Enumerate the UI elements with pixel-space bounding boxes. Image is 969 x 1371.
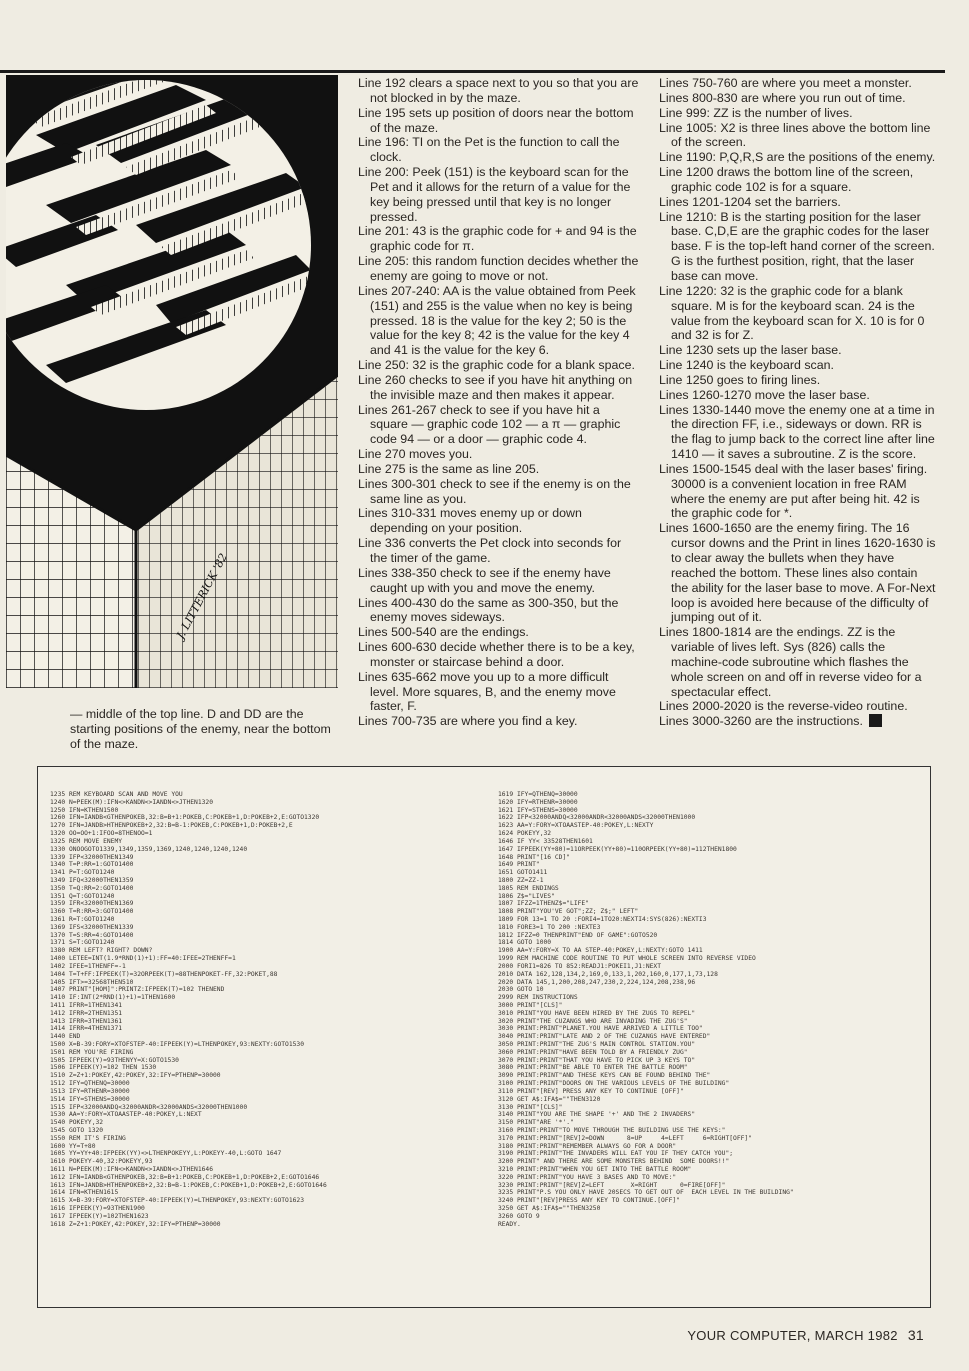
code-line: 1810 FORE3=1 TO 200 :NEXTE3 bbox=[498, 923, 601, 931]
code-line: 3030 PRINT:PRINT"PLANET.YOU HAVE ARRIVED A LITTLE TOO" bbox=[498, 1025, 703, 1033]
notes-column-middle bbox=[358, 76, 640, 729]
code-line: 1512 IFY=QTHENQ=30000 bbox=[50, 1080, 130, 1088]
code-line: 1500 X=B-39:FORY=XTOFSTEP-40:IFPEEK(Y)=LTHENPOKEY,93:NEXTY:GOTO1530 bbox=[50, 1041, 305, 1048]
code-line: 1440 END bbox=[50, 1033, 81, 1041]
code-line: 1407 PRINT"[HOM]":PRINTZ:IFPEEK(T)=102 THENEND bbox=[50, 986, 225, 994]
illustration-signature: J. LITTERICK '82 bbox=[174, 551, 231, 642]
code-line: 3050 PRINT:PRINT"THE ZUG'S MAIN CONTROL STATION.YOU" bbox=[498, 1041, 696, 1048]
code-line: 1814 GOTO 1000 bbox=[498, 939, 552, 947]
program-listing bbox=[37, 766, 931, 1308]
note-paragraph: Lines 635-662 move you up to a more difficult level. More squares, B, and the enemy move faster, F. bbox=[358, 669, 616, 714]
code-line: 1410 IF:INT(2*RND(1)+1)=1THEN1600 bbox=[50, 994, 176, 1002]
code-line: 1618 Z=Z+1:POKEY,42:POKEY,32:IFY=PTHENP=30000 bbox=[50, 1220, 221, 1228]
code-line: 1800 ZZ=ZZ-1 bbox=[498, 876, 544, 884]
code-line: 3240 PRINT"[REV]PRESS ANY KEY TO CONTINUE.[OFF]" bbox=[498, 1197, 680, 1205]
code-line: 3100 PRINT:PRINT"DOORS ON THE VARIOUS LEVELS OF THE BUILDING" bbox=[498, 1080, 730, 1088]
code-line: 1370 T=S:RR=4:GOTO1400 bbox=[50, 931, 134, 939]
code-line: 3200 PRINT" AND THERE ARE SOME MONSTERS BEHIND SOME DOORS!!" bbox=[498, 1158, 730, 1166]
code-line: 1260 IFN=IANDB<GTHENPOKEB,32:B=B+1:POKEB,C:POKEB+1,D:POKEB+2,E:GOTO1320 bbox=[50, 814, 320, 822]
code-line: 1505 IFPEEK(Y)=93THENYY=X:GOTO1530 bbox=[50, 1056, 179, 1064]
code-line: 1339 IFP<32000THEN1349 bbox=[50, 853, 134, 861]
code-line: 1809 FOR 13=1 TO 20 :FORI4=1TO20:NEXTI4:SYS(826):NEXTI3 bbox=[498, 916, 707, 923]
note-paragraph: Line 1230 sets up the laser base. bbox=[659, 343, 842, 358]
code-line: 1605 YY=YY+40:IFPEEK(YY)<>LTHENPOKEYY,L:POKEYY-40,L:GOTO 1647 bbox=[50, 1150, 282, 1158]
note-paragraph: Line 260 checks to see if you have hit anything on the invisible maze and then makes it appear. bbox=[358, 372, 633, 402]
code-line: 1616 IFPEEK(Y)=93THEN1900 bbox=[50, 1205, 145, 1213]
code-line: 1341 P=T:GOTO1240 bbox=[50, 869, 115, 877]
code-line: 1646 IF YY< 33528THEN1601 bbox=[498, 837, 593, 845]
code-line: 1250 IFN=KTHEN1500 bbox=[50, 806, 119, 814]
note-paragraph: Lines 261-267 check to see if you have hit a square — graphic code 102 — a π — graphic code 94 — or a door — graphic code 4. bbox=[358, 402, 621, 447]
code-line: 1405 IFT>=32568THEN510 bbox=[50, 978, 134, 986]
code-line: 1620 IFY=RTHENR=30000 bbox=[498, 798, 578, 806]
code-line: 1510 Z=Z+1:POKEY,42:POKEY,32:IFY=PTHENP=30000 bbox=[50, 1072, 221, 1080]
note-paragraph: Line 270 moves you. bbox=[358, 447, 473, 462]
code-line: 3140 PRINT"YOU ARE THE SHAPE '+' AND THE 2 INVADERS" bbox=[498, 1111, 696, 1119]
code-line: 3230 PRINT:PRINT"[REV]Z=LEFT X=RIGHT 0=FIRE[OFF]" bbox=[498, 1181, 726, 1189]
code-line: 1611 N=PEEK(M):IFN<>KANDN<>IANDN<>JTHEN1646 bbox=[50, 1166, 214, 1173]
notes-column-right bbox=[659, 76, 938, 729]
code-line: 1325 REM MOVE ENEMY bbox=[50, 837, 123, 845]
note-paragraph: Lines 1330-1440 move the enemy one at a time in the direction FF, i.e., sideways or down. RR is the flag to jump back to the correct line after line 1410 — it saves a subroutine. Z is the score. bbox=[659, 402, 935, 462]
code-line: 1349 IFQ<32000THEN1359 bbox=[50, 876, 134, 884]
code-line: 2999 REM INSTRUCTIONS bbox=[498, 994, 578, 1002]
code-line: 1806 Z$="LIVES" bbox=[498, 892, 555, 900]
code-line: 1805 REM ENDINGS bbox=[498, 884, 559, 892]
code-line: 3170 PRINT:PRINT"[REV]2=DOWN 8=UP 4=LEFT 6=RIGHT[OFF]" bbox=[498, 1134, 753, 1142]
code-line: 3160 PRINT:PRINT"TO MOVE THROUGH THE BUILDING USE THE KEYS:" bbox=[498, 1126, 726, 1134]
note-paragraph: Lines 1201-1204 set the barriers. bbox=[659, 194, 841, 209]
code-line: 3235 PRINT"P.S YOU ONLY HAVE 20SECS TO GET OUT OF EACH LEVEL IN THE BUILDING" bbox=[498, 1189, 794, 1197]
code-line: 1506 IFPEEK(Y)=102 THEN 1530 bbox=[50, 1064, 157, 1072]
code-line: 3260 GOTO 9 bbox=[498, 1212, 540, 1220]
note-paragraph: Line 1210: B is the starting position for the laser base. C,D,E are the graphic codes for the laser base. F is the top-left hand corner of the screen. G is the furthest position, right, that the laser base can move. bbox=[659, 209, 935, 283]
code-line: 1545 GOTO 1320 bbox=[50, 1126, 104, 1134]
code-line: 3000 PRINT"[CLS]" bbox=[498, 1001, 563, 1009]
code-line: 1371 S=T:GOTO1240 bbox=[50, 939, 115, 947]
listing-column-right bbox=[498, 791, 794, 1229]
code-line: 1501 REM YOU'RE FIRING bbox=[50, 1048, 134, 1056]
note-paragraph: Line 336 converts the Pet clock into seconds for the timer of the game. bbox=[358, 536, 622, 565]
code-line: 3010 PRINT"YOU HAVE BEEN HIRED BY THE ZUGS TO REPEL" bbox=[498, 1009, 696, 1017]
note-paragraph: Lines 700-735 are where you find a key. bbox=[358, 714, 578, 729]
note-paragraph: Lines 310-331 moves enemy up or down depending on your position. bbox=[358, 506, 582, 536]
note-paragraph: Line 999: ZZ is the number of lives. bbox=[659, 105, 853, 120]
code-line: 1615 X=B-39:FORY=XTOFSTEP-40:IFPEEK(Y)=LTHENPOKEY,93:NEXTY:GOTO1623 bbox=[50, 1197, 305, 1205]
note-paragraph: Line 192 clears a space next to you so that you are not blocked in by the maze. bbox=[358, 76, 639, 105]
code-line: 3130 PRINT"[CLS]" bbox=[498, 1103, 563, 1111]
code-line: 1351 Q=T:GOTO1240 bbox=[50, 892, 115, 900]
note-paragraph: Lines 300-301 check to see if the enemy is on the same line as you. bbox=[358, 476, 631, 506]
note-paragraph: Lines 1800-1814 are the endings. ZZ is the variable of lives left. Sys (826) calls the machine-code subroutine which flashes the whole screen on and off in reverse video for a spectacular effect. bbox=[659, 625, 922, 699]
note-paragraph: Line 200: Peek (151) is the keyboard scan for the Pet and it allows for the return of a value for the key being pressed until that key is no longer pressed. bbox=[358, 165, 631, 224]
note-paragraph: Lines 2000-2020 is the reverse-video routine. bbox=[659, 699, 908, 714]
end-of-article-mark bbox=[869, 714, 882, 727]
code-line: 1600 YY=T+80 bbox=[50, 1142, 96, 1150]
note-paragraph: Line 201: 43 is the graphic code for + and 94 is the graphic code for π. bbox=[358, 224, 637, 254]
code-line: 1999 REM MACHINE CODE ROUTINE TO PUT WHOLE SCREEN INTO REVERSE VIDEO bbox=[498, 955, 756, 963]
code-line: 1617 IFPEEK(Y)=102THEN1623 bbox=[50, 1212, 149, 1220]
note-paragraph: Line 196: TI on the Pet is the function to call the clock. bbox=[358, 135, 620, 165]
code-line: 1235 REM KEYBOARD SCAN AND MOVE YOU bbox=[50, 791, 183, 798]
code-line: 3220 PRINT:PRINT"YOU HAVE 3 BASES AND TO MOVE:" bbox=[498, 1173, 677, 1181]
note-paragraph: Lines 600-630 decide whether there is to be a key, monster or staircase behind a door. bbox=[358, 640, 635, 669]
code-line: 1400 LETEE=INT(1.9*RND(1)+1):FF=40:IFEE=2THENFF=1 bbox=[50, 955, 236, 963]
code-line: 1610 POKEYY-40,32:POKEYY,93 bbox=[50, 1158, 153, 1166]
code-line: 1513 IFY=RTHENR=30000 bbox=[50, 1087, 130, 1095]
note-paragraph: Lines 1600-1650 are the enemy firing. The 16 cursor downs and the Print in lines 1620-1630 is to clear away the bullets when they have reached the bottom. These lines also contain the ability for the laser base to move. A For-Next loop is avoided here because of the difficulty of jumping out of it. bbox=[659, 521, 936, 625]
code-line: 1404 T=T+FF:IFPEEK(T)=32ORPEEK(T)=88THENPOKET-FF,32:POKET,88 bbox=[50, 970, 278, 978]
code-line: 1240 N=PEEK(M):IFN<>KANDN<>IANDN<>JTHEN1320 bbox=[50, 798, 214, 806]
note-paragraph: Lines 750-760 are where you meet a monster. bbox=[659, 76, 912, 90]
code-line: 1413 IFRR=3THEN1361 bbox=[50, 1017, 123, 1025]
maze-illustration bbox=[6, 75, 338, 688]
code-line: 1651 GOTO1411 bbox=[498, 869, 548, 877]
code-line: 3090 PRINT:PRINT"AND THESE KEYS CAN BE FOUND BEHIND THE" bbox=[498, 1072, 711, 1080]
code-line: 1360 T=R:RR=3:GOTO1400 bbox=[50, 908, 134, 916]
note-paragraph: Lines 207-240: AA is the value obtained from Peek (151) and 255 is the value when no key is being pressed. 18 is the value for the key 2; 50 is the value for the key 8; 42 is the value for the key 4 and 41 is the value for the key 6. bbox=[358, 283, 636, 358]
magazine-issue: YOUR COMPUTER, MARCH 1982 bbox=[687, 1328, 898, 1343]
code-line: 3210 PRINT:PRINT"WHEN YOU GET INTO THE BATTLE ROOM" bbox=[498, 1166, 692, 1173]
note-paragraph: Lines 500-540 are the endings. bbox=[358, 625, 529, 640]
note-paragraph: Line 1240 is the keyboard scan. bbox=[659, 358, 834, 373]
code-line: 3080 PRINT:PRINT"BE ABLE TO ENTER THE BATTLE ROOM" bbox=[498, 1064, 688, 1072]
code-line: 1380 REM LEFT? RIGHT? DOWN? bbox=[50, 947, 153, 955]
code-line: 3070 PRINT:PRINT"THAT YOU HAVE TO PICK UP 3 KEYS TO" bbox=[498, 1056, 696, 1064]
code-line: 1550 REM IT'S FIRING bbox=[50, 1134, 126, 1142]
code-line: 2010 DATA 162,128,134,2,169,0,133,1,202,160,0,177,1,73,128 bbox=[498, 970, 718, 978]
code-line: 3190 PRINT:PRINT"THE INVADERS WILL EAT YOU IF THEY CATCH YOU"; bbox=[498, 1150, 734, 1158]
code-line: 2000 FORI1=826 TO 852:READJ1:POKEI1,J1:NEXT bbox=[498, 962, 662, 970]
code-line: 3020 PRINT"THE CUZANGS WHO ARE INVADING THE ZUG'S" bbox=[498, 1017, 688, 1025]
code-line: 1414 IFRR=4THEN1371 bbox=[50, 1025, 123, 1033]
note-paragraph: Line 1220: 32 is the graphic code for a blank square. M is for the keyboard scan. 24 is the value from the keyboard scan for X. 10 is for 0 and 32 is for Z. bbox=[659, 283, 925, 343]
code-line: 1530 AA=Y:FORY=XTOAASTEP-40:POKEY,L:NEXT bbox=[50, 1111, 202, 1119]
code-line: 2020 DATA 145,1,200,208,247,230,2,224,124,208,238,96 bbox=[498, 978, 696, 986]
code-line: 1350 T=Q:RR=2:GOTO1400 bbox=[50, 884, 134, 892]
code-line: 1613 IFN=JANDB>HTHENPOKEB+2,32:B=B-1:POKEB,C:POKEB+1,D:POKEB+2,E:GOTO1646 bbox=[50, 1181, 327, 1189]
code-line: 3250 GET A$:IFA$=""THEN3250 bbox=[498, 1205, 601, 1213]
note-paragraph: Line 1005: X2 is three lines above the bottom line of the screen. bbox=[659, 120, 931, 150]
note-paragraph: Lines 800-830 are where you run out of time. bbox=[659, 90, 906, 105]
code-line: READY. bbox=[498, 1220, 521, 1228]
note-paragraph: Lines 338-350 check to see if the enemy have caught up with you and move the enemy. bbox=[358, 565, 611, 595]
code-line: 1621 IFY=STHENS=30000 bbox=[498, 806, 578, 814]
code-line: 1340 T=P:RR=1:GOTO1400 bbox=[50, 861, 134, 869]
code-line: 1900 AA=Y:FORY=X TO AA STEP-40:POKEY,L:NEXTY:GOTO 1411 bbox=[498, 947, 703, 955]
code-line: 1624 POKEYY,32 bbox=[498, 830, 552, 838]
code-line: 3120 GET A$:IFA$=""THEN3120 bbox=[498, 1095, 601, 1103]
note-paragraph: Line 275 is the same as line 205. bbox=[358, 461, 540, 476]
code-line: 1648 PRINT"[16 CD]" bbox=[498, 853, 571, 861]
code-line: 1623 AA=Y:FORY=XTOAASTEP-40:POKEY,L:NEXTY bbox=[498, 822, 654, 830]
page-footer bbox=[687, 1327, 924, 1343]
code-line: 1514 IFY=STHENS=30000 bbox=[50, 1095, 130, 1103]
code-line: 1361 R=T:GOTO1240 bbox=[50, 916, 115, 923]
code-line: 3040 PRINT:PRINT"LATE AND 2 OF THE CUZANGS HAVE ENTERED" bbox=[498, 1033, 711, 1041]
code-line: 1412 IFRR=2THEN1351 bbox=[50, 1009, 123, 1017]
code-line: 3110 PRINT"[REV] PRESS ANY KEY TO CONTINUE [OFF]" bbox=[498, 1087, 684, 1095]
note-paragraph: Line 1200 draws the bottom line of the screen, graphic code 102 is for a square. bbox=[659, 165, 914, 194]
illustration-caption: — middle of the top line. D and DD are the starting positions of the enemy, near the bottom of the maze. bbox=[70, 707, 331, 751]
code-line: 2030 GOTO 10 bbox=[498, 986, 544, 994]
code-line: 1622 IFP<32000ANDQ<32000ANDR<32000ANDS<32000THEN1000 bbox=[498, 814, 696, 822]
code-line: 3180 PRINT:PRINT"REMEMBER ALWAYS GO FOR A DOOR" bbox=[498, 1142, 677, 1150]
code-line: 1807 IFZZ=1THENZ$="LIFE" bbox=[498, 900, 589, 908]
code-line: 1614 IFN=KTHEN1615 bbox=[50, 1189, 119, 1197]
note-paragraph: Lines 400-430 do the same as 300-350, but the enemy moves sideways. bbox=[358, 595, 619, 625]
note-paragraph: Line 250: 32 is the graphic code for a blank space. bbox=[358, 358, 635, 373]
code-line: 1540 POKEYY,32 bbox=[50, 1119, 104, 1127]
code-line: 1359 IFR<32000THEN1369 bbox=[50, 900, 134, 908]
top-rule bbox=[0, 70, 945, 73]
note-paragraph: Lines 1260-1270 move the laser base. bbox=[659, 387, 870, 402]
listing-column-left bbox=[50, 791, 327, 1229]
code-line: 1808 PRINT"YOU'VE GOT";ZZ; Z$;" LEFT" bbox=[498, 908, 639, 916]
code-line: 1402 IFEE=1THENFF=-1 bbox=[50, 962, 126, 970]
code-line: 3150 PRINT"ARE '*'." bbox=[498, 1119, 574, 1127]
code-line: 1270 IFN=JANDB>HTHENPOKEB+2,32:B=B-1:POKEB,C:POKEB+1,D:POKEB+2,E bbox=[50, 822, 293, 830]
code-line: 1515 IFP<32000ANDQ<32000ANDR<32000ANDS<32000THEN1000 bbox=[50, 1103, 248, 1111]
code-line: 1647 IFPEEK(YY+80)=11ORPEEK(YY+80)=110ORPEEK(YY+80)=112THEN1800 bbox=[498, 845, 737, 853]
page-number: 31 bbox=[907, 1327, 924, 1343]
note-paragraph: Line 195 sets up position of doors near the bottom of the maze. bbox=[358, 105, 634, 135]
code-line: 1330 ONOOGOTO1339,1349,1359,1369,1240,1240,1240,1240 bbox=[50, 845, 248, 853]
code-line: 1649 PRINT" bbox=[498, 861, 540, 869]
note-paragraph: Lines 1500-1545 deal with the laser bases' firing. 30000 is a convenient location in free RAM where the enemy are put after being hit. 42 is the graphic code for *. bbox=[659, 461, 928, 521]
note-paragraph: Line 1250 goes to firing lines. bbox=[659, 372, 821, 387]
code-line: 1369 IFS<32000THEN1339 bbox=[50, 923, 134, 931]
note-paragraph: Line 1190: P,Q,R,S are the positions of the enemy. bbox=[659, 150, 936, 165]
note-paragraph: Lines 3000-3260 are the instructions. bbox=[659, 714, 938, 729]
code-line: 1411 IFRR=1THEN1341 bbox=[50, 1001, 123, 1009]
code-line: 1812 IFZZ=0 THENPRINT"END OF GAME":GOTO520 bbox=[498, 931, 658, 939]
note-paragraph: Line 205: this random function decides whether the enemy are going to move or not. bbox=[358, 254, 639, 283]
code-line: 1612 IFN=IANDB<GTHENPOKEB,32:B=B+1:POKEB,C:POKEB+1,D:POKEB+2,E:GOTO1646 bbox=[50, 1173, 320, 1181]
code-line: 3060 PRINT:PRINT"HAVE BEEN TOLD BY A FRIENDLY ZUG" bbox=[498, 1048, 688, 1056]
code-line: 1320 OO=OO+1:IFOO=8THENOO=1 bbox=[50, 830, 153, 838]
code-line: 1619 IFY=QTHENQ=30000 bbox=[498, 791, 578, 798]
